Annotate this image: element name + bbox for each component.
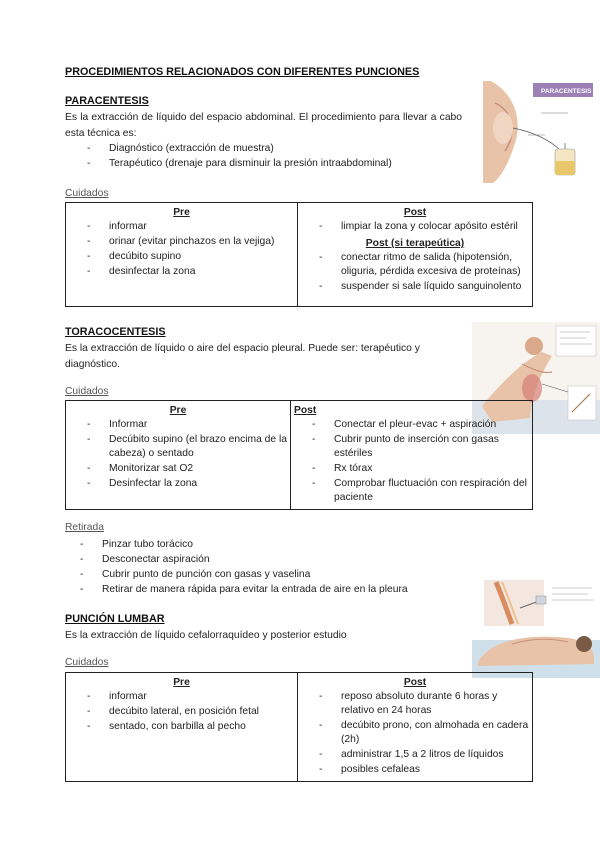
list-item: - informar: [87, 690, 294, 704]
list-item: - limpiar la zona y colocar apósito estéril: [319, 220, 529, 234]
list-item: - Cubrir punto de punción con gasas y vaselina: [80, 568, 480, 582]
list-item: - decúbito supino: [87, 250, 292, 264]
list-item: - Comprobar fluctuación con respiración del paciente: [312, 477, 529, 505]
puncion-lumbar-cuidados-label: Cuidados: [65, 657, 109, 668]
puncion-lumbar-heading: PUNCIÓN LUMBAR: [65, 613, 165, 625]
list-item: - orinar (evitar pinchazos en la vejiga): [87, 235, 292, 249]
retirada-label: Retirada: [65, 522, 104, 533]
list-item: - Decúbito supino (el brazo encima de la cabeza) o sentado: [87, 433, 287, 461]
list-item: - Monitorizar sat O2: [87, 462, 287, 476]
list-item: - informar: [87, 220, 292, 234]
list-item: - Informar: [87, 418, 287, 432]
paracentesis-description: Es la extracción de líquido del espacio abdominal. El procedimiento para llevar a cabo esta técnica es:: [65, 112, 462, 139]
toracocentesis-heading: TORACOCENTESIS: [65, 326, 166, 338]
list-item: - posibles cefaleas: [319, 763, 529, 777]
list-item: - suspender si sale líquido sanguinolento: [319, 280, 529, 294]
list-item: - Desinfectar la zona: [87, 477, 287, 491]
list-item: - desinfectar la zona: [87, 265, 292, 279]
list-item: - Rx tórax: [312, 462, 529, 476]
pre-header: Pre: [173, 207, 190, 218]
pre-header: Pre: [173, 677, 190, 688]
toracocentesis-care-table: [65, 400, 533, 510]
list-item: - Terapéutico (drenaje para disminuir la presión intraabdominal): [87, 157, 467, 171]
puncion-lumbar-description: Es la extracción de líquido cefalorraquídeo y posterior estudio: [65, 630, 347, 641]
list-item: - Pinzar tubo torácico: [80, 538, 480, 552]
paracentesis-uses-list: [87, 142, 467, 172]
paracentesis-care-table: [65, 202, 533, 307]
paracentesis-image-label: PARACENTESIS: [541, 88, 592, 95]
list-item: - Desconectar aspiración: [80, 553, 480, 567]
list-item: - decúbito lateral, en posición fetal: [87, 705, 294, 719]
paracentesis-illustration: [483, 73, 593, 183]
list-item: - sentado, con barbilla al pecho: [87, 720, 294, 734]
list-item: - conectar ritmo de salida (hipotensión, oliguria, pérdida excesiva de proteínas): [319, 251, 529, 279]
post-header: Post: [403, 677, 427, 688]
list-item: - reposo absoluto durante 6 horas y relativo en 24 horas: [319, 690, 529, 718]
toracocentesis-description: Es la extracción de líquido o aire del espacio pleural. Puede ser: terapéutico y diagnóstico.: [65, 343, 420, 370]
list-item: - decúbito prono, con almohada en cadera (2h): [319, 719, 529, 747]
puncion-lumbar-care-table: [65, 672, 533, 782]
page-title: PROCEDIMIENTOS RELACIONADOS CON DIFERENTES PUNCIONES: [65, 66, 420, 78]
list-item: - administrar 1,5 a 2 litros de líquidos: [319, 748, 529, 762]
pre-header: Pre: [169, 405, 187, 416]
post-therapeutic-header: Post (si terapeútica): [365, 238, 465, 249]
list-item: - Cubrir punto de inserción con gasas estériles: [312, 433, 529, 461]
list-item: - Retirar de manera rápida para evitar la entrada de aire en la pleura: [80, 583, 480, 597]
paracentesis-heading: PARACENTESIS: [65, 95, 149, 107]
post-header: Post: [294, 405, 317, 416]
list-item: - Diagnóstico (extracción de muestra): [87, 142, 467, 156]
post-header: Post: [403, 207, 427, 218]
paracentesis-cuidados-label: Cuidados: [65, 188, 109, 199]
toracocentesis-cuidados-label: Cuidados: [65, 386, 109, 397]
retirada-list: [80, 538, 480, 598]
list-item: - Conectar el pleur-evac + aspiración: [312, 418, 529, 432]
puncion-lumbar-illustration: [472, 578, 600, 678]
